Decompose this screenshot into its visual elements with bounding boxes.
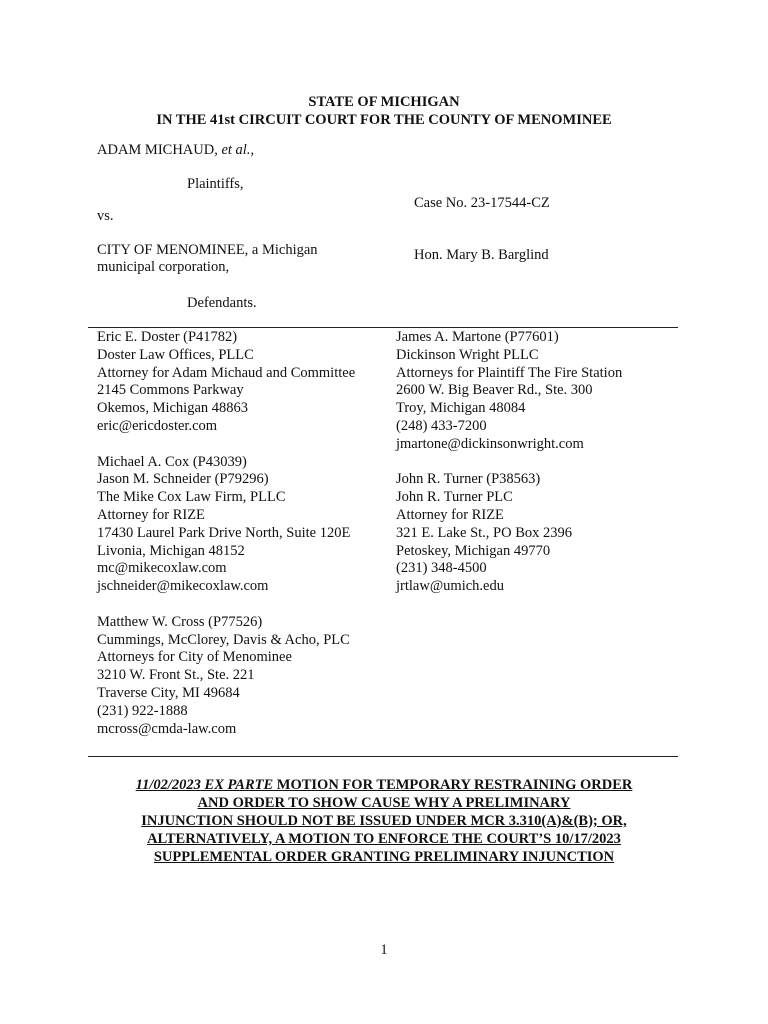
- counsel-line: Matthew W. Cross (P77526): [97, 613, 263, 630]
- counsel-right-column: [396, 329, 622, 596]
- counsel-line: Doster Law Offices, PLLC: [97, 346, 254, 363]
- spacer: [97, 596, 355, 614]
- motion-title-line-1-rest: MOTION FOR TEMPORARY RESTRAINING ORDER: [273, 777, 633, 793]
- counsel-line: 17430 Laurel Park Drive North, Suite 120E: [97, 524, 351, 541]
- counsel-left-column: [97, 329, 355, 738]
- counsel-line: Michael A. Cox (P43039): [97, 453, 247, 470]
- motion-title-line-2: AND ORDER TO SHOW CAUSE WHY A PRELIMINARY: [197, 795, 571, 811]
- counsel-line: Attorneys for City of Menominee: [97, 649, 292, 666]
- counsel-line: Attorney for Adam Michaud and Committee: [97, 364, 356, 381]
- counsel-line: 3210 W. Front St., Ste. 221: [97, 667, 255, 684]
- counsel-line: Traverse City, MI 49684: [97, 684, 240, 701]
- versus-label: vs.: [97, 208, 114, 224]
- counsel-line: John R. Turner (P38563): [396, 471, 541, 488]
- counsel-line: Jason M. Schneider (P79296): [97, 471, 269, 488]
- counsel-email: jrtlaw@umich.edu: [396, 578, 504, 595]
- counsel-line: Attorneys for Plaintiff The Fire Station: [396, 364, 623, 381]
- counsel-line: Troy, Michigan 48084: [396, 400, 526, 417]
- judge-name: Hon. Mary B. Barglind: [414, 247, 549, 263]
- counsel-email: mc@mikecoxlaw.com: [97, 560, 227, 577]
- counsel-line: Okemos, Michigan 48863: [97, 400, 249, 417]
- counsel-line: John R. Turner PLC: [396, 489, 513, 506]
- counsel-line: Attorney for RIZE: [97, 506, 205, 523]
- spacer: [97, 436, 355, 454]
- counsel-line: James A. Martone (P77601): [396, 329, 559, 345]
- defendant-line-2: municipal corporation,: [97, 259, 230, 275]
- counsel-line: 321 E. Lake St., PO Box 2396: [396, 524, 573, 541]
- motion-title-line-5: SUPPLEMENTAL ORDER GRANTING PRELIMINARY INJUNCTION: [153, 849, 615, 865]
- plaintiffs-label: Plaintiffs,: [187, 176, 244, 192]
- counsel-line: 2600 W. Big Beaver Rd., Ste. 300: [396, 382, 593, 399]
- counsel-email: jschneider@mikecoxlaw.com: [97, 578, 269, 595]
- counsel-line: Cummings, McClorey, Davis & Acho, PLC: [97, 631, 350, 648]
- spacer: [396, 454, 622, 472]
- court-state: STATE OF MICHIGAN: [308, 94, 460, 110]
- plaintiff-etal: et al.: [221, 142, 251, 158]
- counsel-line: Eric E. Doster (P41782): [97, 329, 238, 345]
- plaintiff-name: ADAM MICHAUD,: [97, 142, 218, 158]
- caption-divider: [88, 327, 678, 328]
- motion-title: [100, 776, 668, 866]
- plaintiff-suffix: ,: [250, 142, 255, 158]
- motion-date-ex-parte: 11/02/2023 EX PARTE: [135, 777, 274, 793]
- counsel-email: jmartone@dickinsonwright.com: [396, 435, 584, 452]
- counsel-line: The Mike Cox Law Firm, PLLC: [97, 489, 286, 506]
- counsel-email: eric@ericdoster.com: [97, 417, 218, 434]
- counsel-phone: (231) 922-1888: [97, 702, 188, 719]
- counsel-email: mcross@cmda-law.com: [97, 720, 237, 737]
- counsel-line: Dickinson Wright PLLC: [396, 346, 539, 363]
- counsel-line: Livonia, Michigan 48152: [97, 542, 245, 559]
- defendant-line-1: CITY OF MENOMINEE, a Michigan: [97, 242, 318, 258]
- court-name: IN THE 41st CIRCUIT COURT FOR THE COUNTY OF MENOMINEE: [156, 112, 612, 128]
- plaintiff-line: [97, 142, 254, 159]
- motion-title-line-3: INJUNCTION SHOULD NOT BE ISSUED UNDER MCR 3.310(A)&(B); OR,: [141, 813, 627, 829]
- counsel-line: 2145 Commons Parkway: [97, 382, 244, 399]
- counsel-line: Petoskey, Michigan 49770: [396, 542, 551, 559]
- motion-title-line-4: ALTERNATIVELY, A MOTION TO ENFORCE THE COURT’S 10/17/2023: [147, 831, 621, 847]
- motion-title-line-1: [100, 776, 668, 794]
- counsel-line: Attorney for RIZE: [396, 506, 504, 523]
- case-number: Case No. 23-17544-CZ: [414, 195, 550, 211]
- defendants-label: Defendants.: [187, 295, 257, 311]
- page-number: 1: [380, 942, 388, 958]
- counsel-divider: [88, 756, 678, 757]
- counsel-phone: (231) 348-4500: [396, 560, 487, 577]
- counsel-phone: (248) 433-7200: [396, 417, 487, 434]
